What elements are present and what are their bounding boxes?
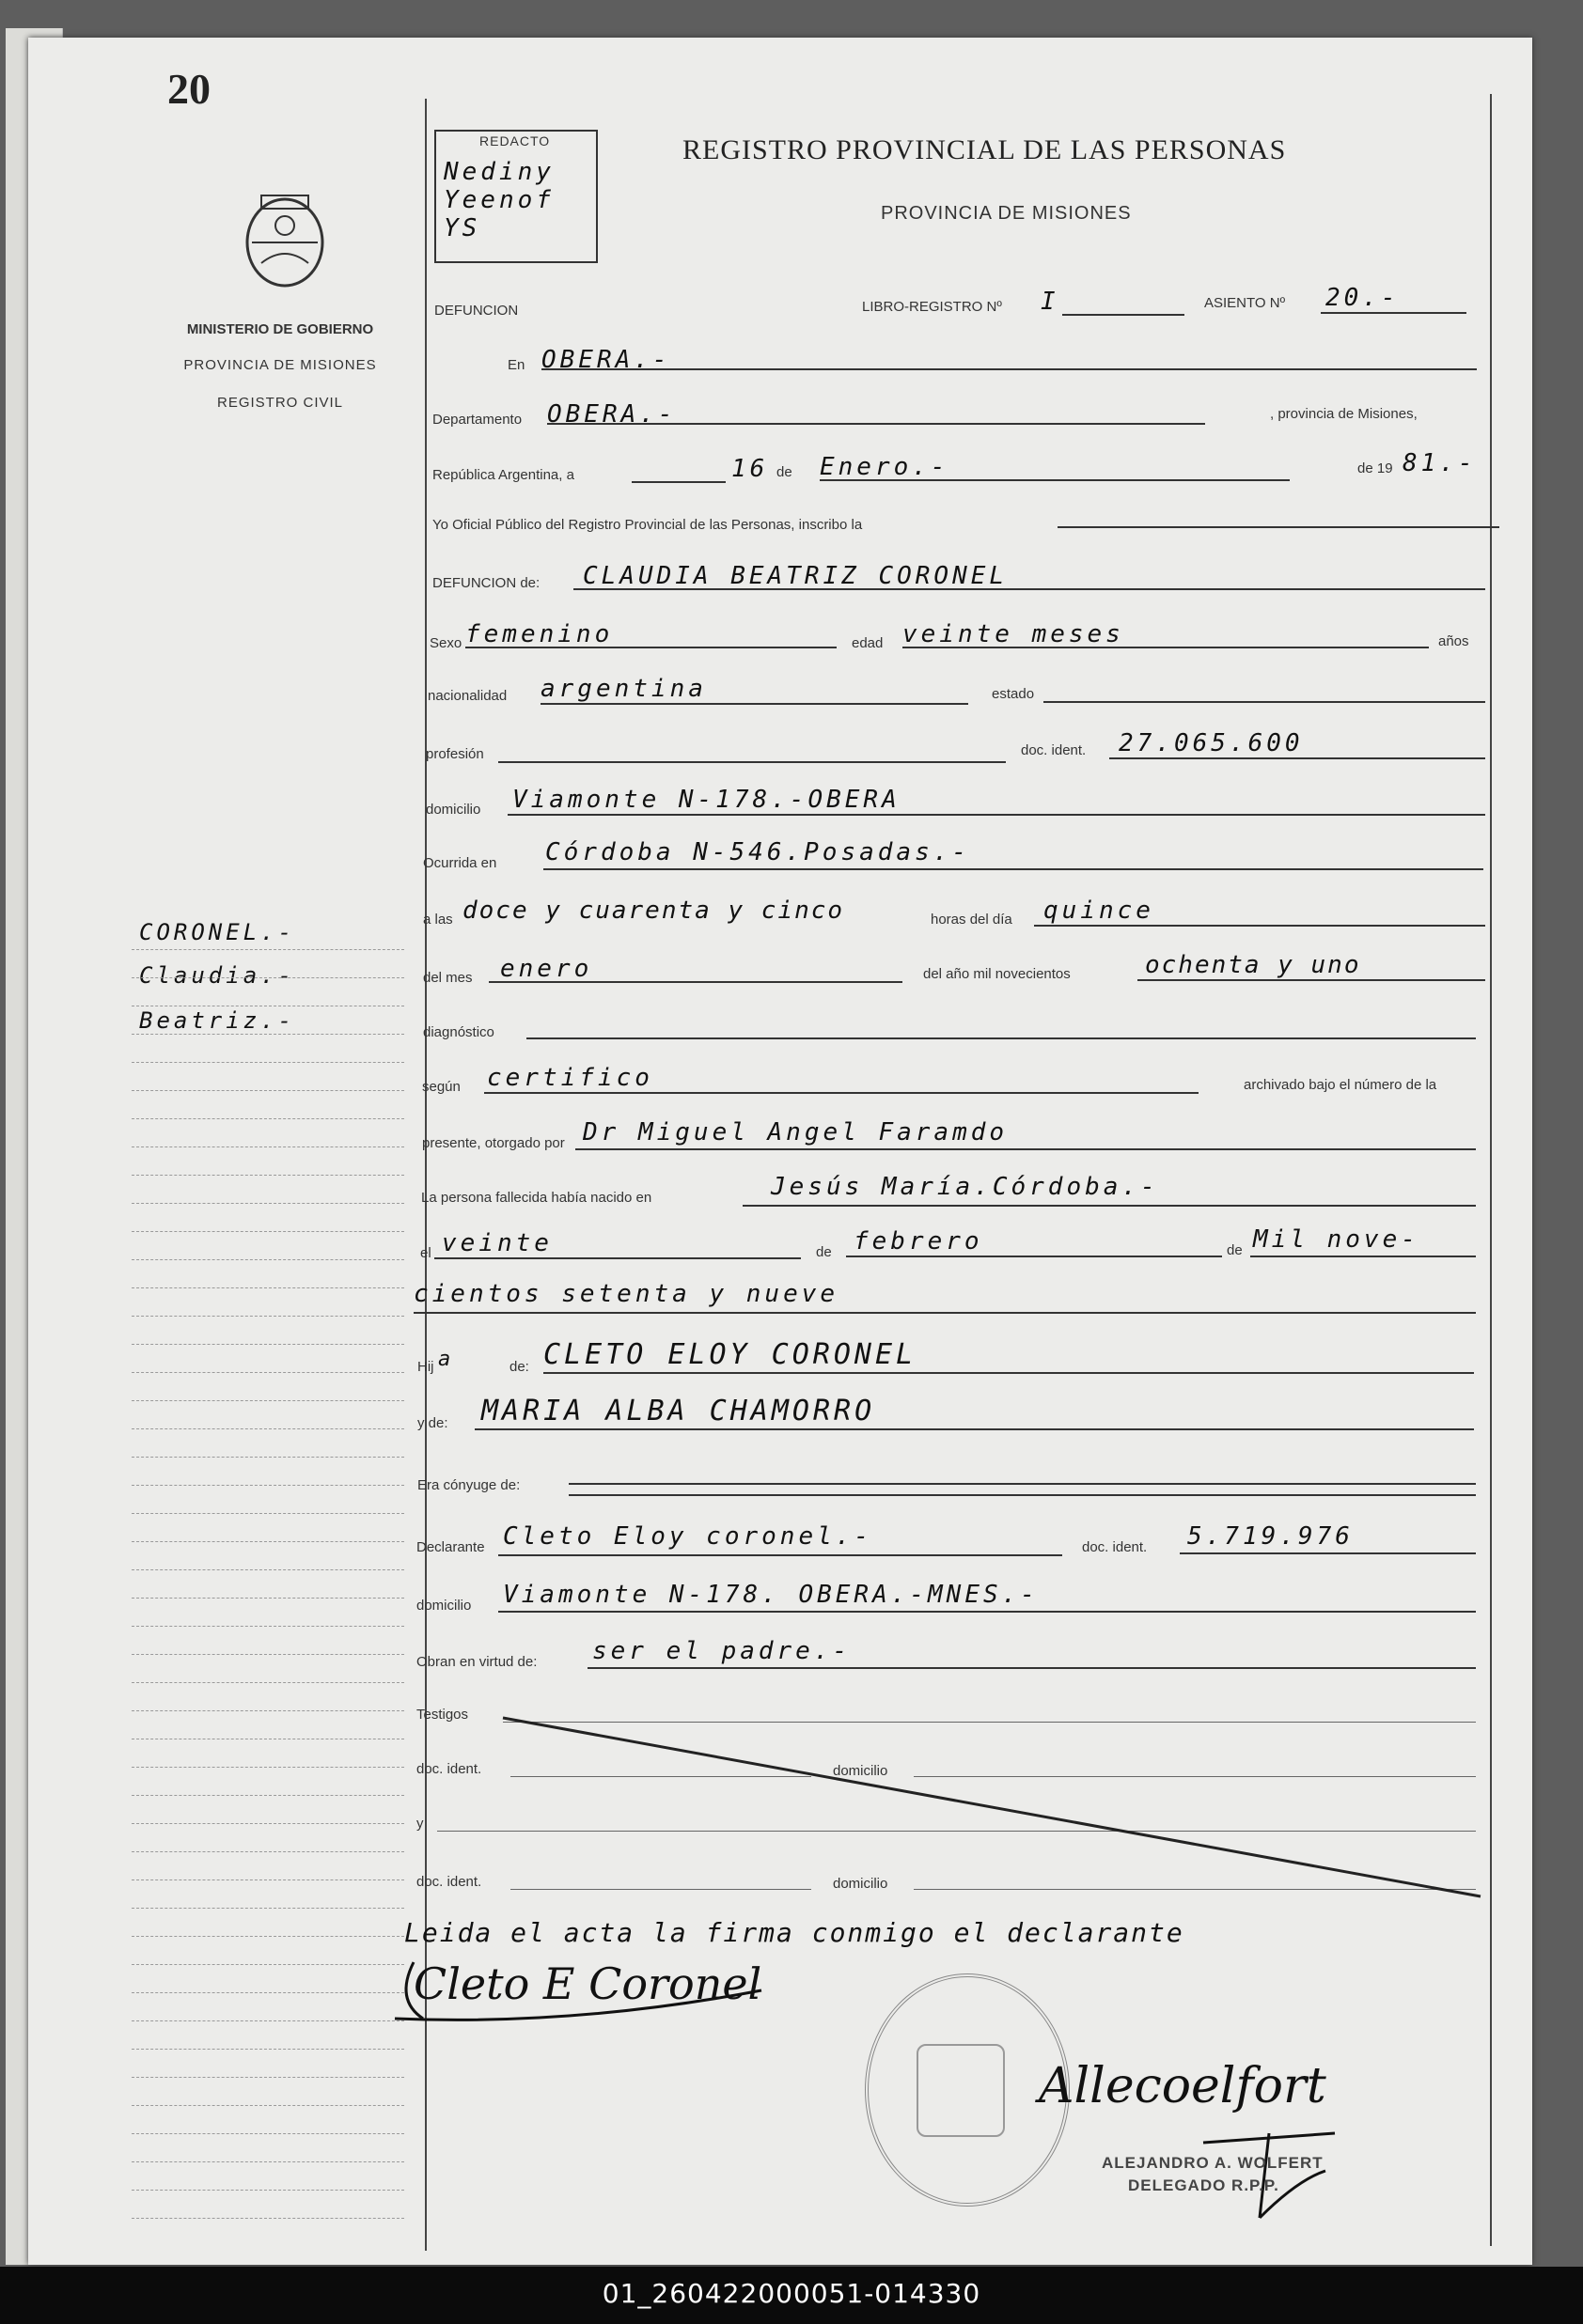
coat-of-arms-icon: [233, 188, 337, 291]
nacido-value: Jesús María.Córdoba.-: [771, 1173, 1159, 1201]
mes-value: Enero.-: [820, 453, 949, 481]
defuncion-de-label: DEFUNCION de:: [432, 575, 541, 591]
anios-label: años: [1438, 633, 1469, 649]
decl-domicilio-value: Viamonte N-178. OBERA.-MNES.-: [503, 1581, 1039, 1609]
margin-ruled-line: [132, 2218, 404, 2219]
document-subtitle: PROVINCIA DE MISIONES: [881, 203, 1132, 224]
departamento-label: Departamento: [432, 412, 523, 428]
margin-ruled-line: [132, 1457, 404, 1458]
margin-ruled-line: [132, 1879, 404, 1880]
margin-ruled-line: [132, 2105, 404, 2106]
ministry-name: MINISTERIO DE GOBIERNO: [186, 321, 374, 337]
margin-ruled-line: [132, 2077, 404, 2078]
margin-ruled-line: [132, 1372, 404, 1373]
sexo-value: femenino: [465, 620, 614, 648]
a-las-value: doce y cuarenta y cinco: [462, 897, 845, 925]
y-de-label: y de:: [417, 1415, 448, 1431]
margin-ruled-line: [132, 1118, 404, 1119]
nacido-label: La persona fallecida había nacido en: [421, 1190, 652, 1206]
domicilio-label: domicilio: [426, 802, 481, 818]
ocurrida-value: Córdoba N-546.Posadas.-: [545, 838, 971, 866]
declarante-label: Declarante: [416, 1539, 485, 1555]
margin-ruled-line: [132, 1231, 404, 1232]
segun-label: según: [422, 1079, 461, 1095]
hija-de-label: de:: [509, 1359, 529, 1375]
margin-ruled-line: [132, 2133, 404, 2134]
cierre-value: Leida el acta la firma conmigo el declarante: [404, 1917, 1184, 1948]
margin-ruled-line: [132, 1569, 404, 1570]
defuncion-label: DEFUNCION: [434, 303, 519, 319]
oficial-text: Yo Oficial Público del Registro Provincial de las Personas, inscribo la: [432, 517, 863, 533]
hija-suffix: a: [438, 1348, 455, 1371]
dia-muerte-value: quince: [1043, 897, 1154, 925]
anio-muerte-value: ochenta y uno: [1145, 951, 1361, 979]
estado-label: estado: [992, 686, 1035, 702]
nacionalidad-value: argentina: [541, 675, 707, 703]
el-label: el: [420, 1245, 431, 1261]
officer-title: DELEGADO R.P.P.: [1128, 2176, 1279, 2194]
profesion-label: profesión: [426, 746, 484, 762]
archivado-label: archivado bajo el número de la: [1244, 1077, 1437, 1093]
margin-ruled-line: [132, 2161, 404, 2162]
ministry-registry: REGISTRO CIVIL: [216, 395, 344, 411]
conyuge-label: Era cónyuge de:: [417, 1477, 521, 1493]
edad-label: edad: [852, 635, 884, 651]
sexo-label: Sexo: [430, 635, 462, 651]
obran-label: Obran en virtud de:: [416, 1654, 538, 1670]
republica-label: República Argentina, a: [432, 467, 574, 483]
horas-label: horas del día: [931, 912, 1012, 928]
footer-file-id: 01_260422000051-014330: [602, 2278, 981, 2309]
seal-emblem: [917, 2044, 1005, 2137]
departamento-value: OBERA.-: [547, 400, 677, 429]
testigo2-domicilio-label: domicilio: [833, 1876, 888, 1892]
margin-ruled-line: [132, 2020, 404, 2021]
margin-note-name2: Beatriz.-: [139, 1007, 296, 1034]
margin-ruled-line: [132, 1710, 404, 1711]
margin-ruled-line: [132, 1654, 404, 1655]
margin-ruled-line: [132, 1964, 404, 1965]
officer-name: ALEJANDRO A. WOLFERT: [1102, 2154, 1324, 2172]
margin-ruled-line: [132, 1062, 404, 1063]
signature-flourish: [385, 1953, 780, 2028]
testigo2-doc-label: doc. ident.: [416, 1874, 482, 1890]
right-frame-line: [1490, 94, 1492, 2246]
margin-ruled-line: [132, 2190, 404, 2191]
testigos-strike-line: [498, 1710, 1485, 1898]
margin-ruled-line: [132, 1175, 404, 1176]
margin-ruled-line: [132, 1992, 404, 1993]
en-value: OBERA.-: [541, 346, 671, 374]
margin-ruled-line: [132, 1428, 404, 1429]
hija-label: Hij: [417, 1359, 434, 1375]
provincia-label: , provincia de Misiones,: [1270, 406, 1418, 422]
domicilio-value: Viamonte N-178.-OBERA: [512, 786, 901, 814]
madre-value: MARIA ALBA CHAMORRO: [481, 1395, 876, 1427]
declarante-doc-value: 5.719.976: [1187, 1522, 1354, 1551]
libro-label: LIBRO-REGISTRO Nº: [862, 299, 1002, 315]
a-las-label: a las: [423, 912, 453, 928]
declarante-value: Cleto Eloy coronel.-: [503, 1522, 873, 1551]
margin-ruled-line: [132, 1513, 404, 1514]
margin-ruled-line: [132, 1626, 404, 1627]
de3-label: de: [1227, 1242, 1243, 1258]
decl-domicilio-label: domicilio: [416, 1598, 472, 1614]
del-anio-label: del año mil novecientos: [923, 966, 1071, 982]
anio-label: de 19: [1357, 460, 1393, 476]
ministry-province: PROVINCIA DE MISIONES: [183, 357, 377, 373]
obran-value: ser el padre.-: [592, 1637, 852, 1665]
margin-ruled-line: [132, 1203, 404, 1204]
margin-ruled-line: [132, 1259, 404, 1260]
libro-value: I: [1041, 288, 1059, 316]
dia-value: 16: [731, 455, 769, 483]
declarante-doc-label: doc. ident.: [1082, 1539, 1148, 1555]
segun-value: certifico: [487, 1064, 653, 1092]
del-mes-label: del mes: [423, 970, 473, 986]
margin-ruled-line: [132, 1400, 404, 1401]
ocurrida-label: Ocurrida en: [423, 855, 497, 871]
y-label: y: [416, 1816, 424, 1832]
margin-ruled-line: [132, 1908, 404, 1909]
presente-value: Dr Miguel Angel Faramdo: [583, 1118, 1009, 1146]
el-value: veinte: [442, 1229, 553, 1257]
margin-ruled-line: [132, 1823, 404, 1824]
declarante-signature: Cleto E Coronel: [414, 1958, 762, 2009]
de3-value: Mil nove-: [1253, 1225, 1419, 1254]
official-signature: Allecoelfort: [1039, 2058, 1326, 2114]
margin-ruled-line: [132, 1287, 404, 1288]
margin-note-surname: CORONEL.-: [139, 919, 296, 945]
margin-ruled-line: [132, 1767, 404, 1768]
edad-value: veinte meses: [902, 620, 1124, 648]
margin-ruled-line: [132, 1851, 404, 1852]
margin-ruled-line: [132, 1034, 404, 1035]
diagnostico-label: diagnóstico: [423, 1024, 494, 1040]
page-number: 20: [167, 65, 211, 113]
redacto-label: REDACTO: [479, 133, 551, 148]
doc-ident-value: 27.065.600: [1119, 729, 1304, 757]
margin-ruled-line: [132, 1316, 404, 1317]
en-label: En: [508, 357, 525, 373]
testigos-label: Testigos: [416, 1707, 469, 1723]
doc-ident-label: doc. ident.: [1021, 742, 1087, 758]
margin-ruled-line: [132, 1344, 404, 1345]
anio-value: 81.-: [1403, 449, 1477, 477]
margin-ruled-line: [132, 1090, 404, 1091]
margin-ruled-line: [132, 1485, 404, 1486]
de2-label: de: [816, 1244, 832, 1260]
nacionalidad-label: nacionalidad: [428, 688, 508, 704]
testigo1-doc-label: doc. ident.: [416, 1761, 482, 1777]
margin-ruled-line: [132, 1795, 404, 1796]
margin-ruled-line: [132, 1682, 404, 1683]
margin-ruled-line: [132, 949, 404, 950]
margin-ruled-line: [132, 1936, 404, 1937]
margin-note-name1: Claudia.-: [139, 962, 296, 989]
margin-ruled-line: [132, 2049, 404, 2050]
padre-value: CLETO ELOY CORONEL: [543, 1338, 917, 1371]
asiento-value: 20.-: [1325, 284, 1400, 312]
margin-ruled-line: [132, 1146, 404, 1147]
asiento-label: ASIENTO Nº: [1204, 295, 1286, 311]
defuncion-de-value: CLAUDIA BEATRIZ CORONEL: [583, 562, 1009, 590]
mes-muerte-value: enero: [500, 955, 593, 983]
presente-label: presente, otorgado por: [422, 1135, 565, 1151]
margin-ruled-line: [132, 1541, 404, 1542]
de-label: de: [776, 464, 792, 480]
testigo1-domicilio-label: domicilio: [833, 1763, 888, 1779]
continua-value: cientos setenta y nueve: [414, 1280, 839, 1308]
redacto-handwriting: Nediny Yeenof YS: [444, 158, 555, 242]
de2-value: febrero: [854, 1227, 983, 1256]
margin-ruled-line: [132, 1598, 404, 1599]
document-title: REGISTRO PROVINCIAL DE LAS PERSONAS: [682, 134, 1287, 165]
margin-ruled-line: [132, 977, 404, 978]
